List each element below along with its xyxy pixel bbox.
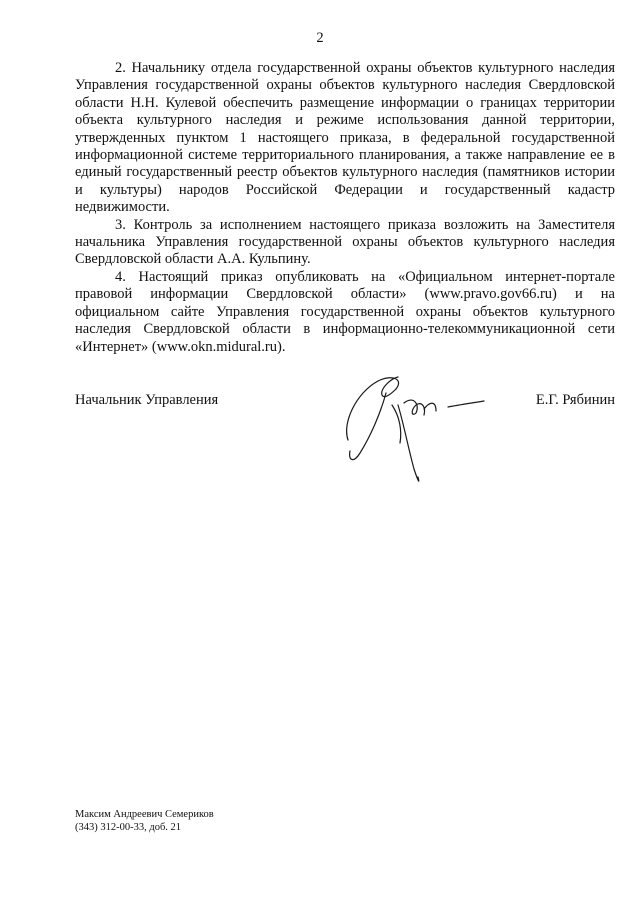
- paragraph-2: 2. Начальнику отдела государственной охраны объектов культурного наследия Управления государственной охраны объектов культурного наследия Свердловской области Н.Н. Кулевой обеспечить размещение информации о границах территории объекта культурного наследия и режиме использования данной территории, утвержденных пунктом 1 настоящего приказа, в федеральной государственной информационной системе территориального планирования, а также направление ее в единый государственный реестр объектов культурного наследия (памятников истории и культуры) народов Российской Федерации и государственный кадастр недвижимости.: [75, 60, 615, 216]
- page-number: 2: [316, 30, 324, 46]
- handwritten-signature: [340, 365, 490, 490]
- paragraph-3: 3. Контроль за исполнением настоящего приказа возложить на Заместителя начальника Управления государственной охраны объектов культурного наследия Свердловской области А.А. Кульпину.: [75, 216, 615, 268]
- executor-info: [75, 808, 214, 834]
- signatory-name: Е.Г. Рябинин: [535, 392, 615, 408]
- paragraph-4: 4. Настоящий приказ опубликовать на «Официальном интернет-портале правовой информации Свердловской области» (www.pravo.gov66.ru) и на официальном сайте Управления государственной охраны объектов культурного наследия Свердловской области в информационно-телекоммуникационной сети «Интернет» (www.okn.midural.ru).: [75, 268, 615, 355]
- signatory-title: Начальник Управления: [75, 392, 219, 408]
- executor-name: Максим Андреевич Семериков: [75, 809, 214, 820]
- document-body: [75, 60, 615, 356]
- executor-phone: (343) 312-00-33, доб. 21: [75, 822, 182, 833]
